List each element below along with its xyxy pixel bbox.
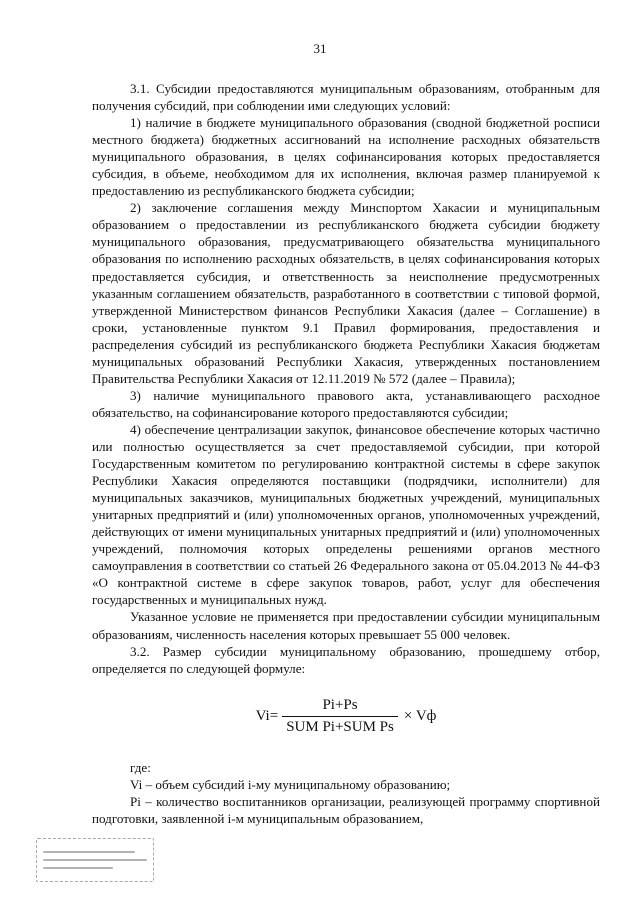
formula-fraction <box>282 697 398 736</box>
paragraph-3-1: 3.1. Субсидии предоставляются муниципальным образованиям, отобранным для получения субсидий, при соблюдении ими следующих условий: <box>92 81 600 114</box>
formula-lhs: Vi= <box>255 707 279 724</box>
condition-3: 3) наличие муниципального правового акта, устанавливающего расходное обязательство, на софинансирование которого предоставляются субсидии; <box>92 387 600 420</box>
formula-rhs: × Vф <box>403 707 437 724</box>
formula-numerator: Pi+Ps <box>322 696 358 713</box>
subsidy-formula <box>92 697 600 736</box>
condition-4: 4) обеспечение централизации закупок, финансовое обеспечение которых частично или полностью осуществляется за счет предоставляемой субсидии, при которой Государственным комитетом по регулированию контрактной системы в сфере закупок Республики Хакасия определяются поставщики (подрядчики, исполнители) для муниципальных заказчиков, муниципальных бюджетных учреждений, муниципальных унитарных предприятий и (или) уполномоченных органов, уполномоченных учреждений, действующих от имени муниципальных унитарных предприятий и (или) уполномоченных учреждений, полномочия которых определены решениями органов местного самоуправления в соответствии со статьей 26 Федерального закона от 05.04.2013 № 44-ФЗ «О контрактной системе в сфере закупок товаров, работ, услуг для обеспечения государственных и муниципальных нужд. <box>92 421 600 608</box>
where-label: где: <box>130 759 151 775</box>
faded-stamp <box>36 838 154 882</box>
definition-vi: Vi – объем субсидий i-му муниципальному образованию; <box>130 776 451 792</box>
definition-pi: Pi – количество воспитанников организации, реализующей программу спортивной подготовки, заявленной i-м муниципальным образованием, <box>92 793 600 826</box>
formula-denominator: SUM Pi+SUM Ps <box>286 718 394 735</box>
condition-2: 2) заключение соглашения между Минспортом Хакасии и муниципальным образованием о предоставлении из республиканского бюджета субсидии бюджету муниципального образования, предусматривающего обязательства муниципального образования по исполнению расходных обязательств, в целях софинансирования которых предоставляется субсидия, и ответственность за неисполнение предусмотренных указанным соглашением обязательств, разработанного в соответствии с типовой формой, утвержденной Министерством финансов Республики Хакасия (далее – Соглашение) в сроки, установленные пунктом 9.1 Правил формирования, предоставления и распределения субсидий из республиканского бюджета Республики Хакасия бюджетам муниципальных образований Республики Хакасия, утвержденных постановлением Правительства Республики Хакасия от 12.11.2019 № 572 (далее – Правила); <box>92 200 600 386</box>
exception-note: Указанное условие не применяется при предоставлении субсидии муниципальным образованиям, численность населения которых превышает 55 000 человек. <box>92 609 600 642</box>
page-number: 31 <box>313 41 327 56</box>
condition-1: 1) наличие в бюджете муниципального образования (сводной бюджетной росписи местного бюджета) бюджетных ассигнований на исполнение расходных обязательств муниципального образования, в целях софинансирования которых предоставляется субсидия, в объеме, необходимом для их исполнения, включая размер планируемой к предоставлению из республиканского бюджета субсидии; <box>92 115 600 199</box>
document-body <box>92 80 600 827</box>
paragraph-3-2: 3.2. Размер субсидии муниципальному образованию, прошедшему отбор, определяется по следующей формуле: <box>92 643 600 676</box>
